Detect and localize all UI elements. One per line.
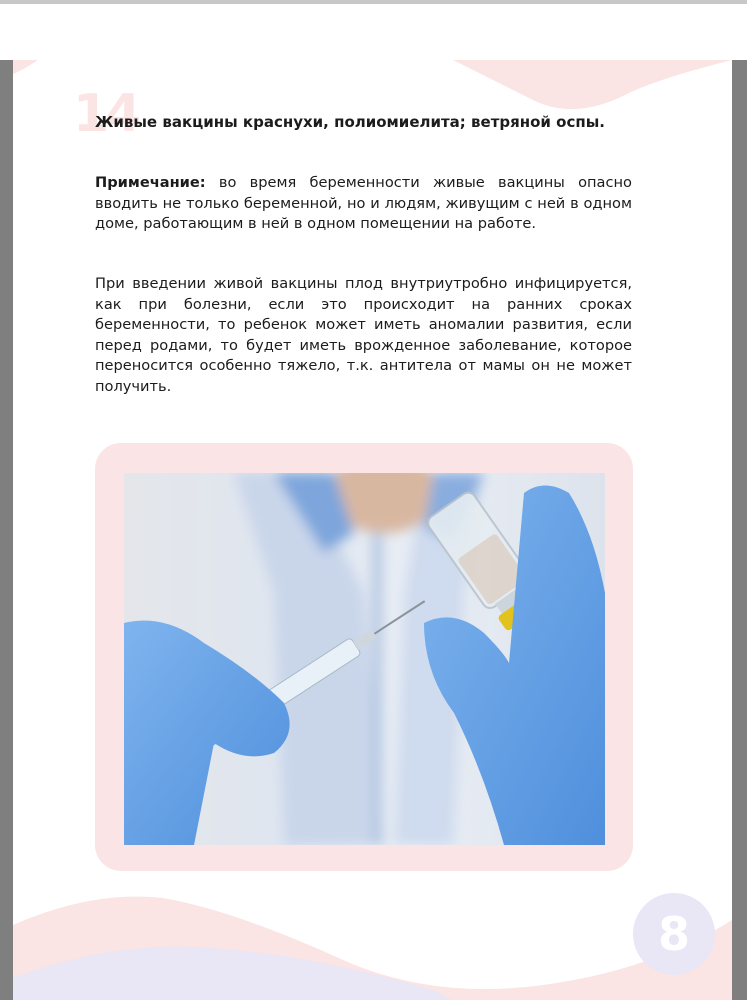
note-paragraph [95, 173, 632, 235]
top-bar [0, 0, 747, 4]
section-number: 14 [73, 84, 138, 144]
body-paragraph: При введении живой вакцины плод внутриутробно инфицируется, как при болезни, если это происходит на ранних сроках беременности, то ребенок может иметь аномалии развития, если перед родами, то будет иметь врожденное заболевание, которое переносится особенно тяжело, т.к. антитела от мамы он не может получить. [95, 275, 632, 395]
document-page [13, 60, 732, 1000]
note-label: Примечание: [95, 174, 206, 191]
page-number-badge: 8 [633, 893, 715, 975]
viewer-gutter-right [732, 60, 747, 1000]
bottom-wave-decoration [13, 890, 732, 1000]
viewer-gutter-left [0, 60, 13, 1000]
heading: Живые вакцины краснухи, полиомиелита; ветряной оспы. [95, 113, 605, 131]
syringe-and-vial-illustration [124, 473, 605, 845]
note-text: во время беременности живые вакцины опасно вводить не только беременной, но и людям, живущим с ней в одном доме, работающим в ней в одном помещении на работе. [95, 174, 632, 232]
vaccine-photo [124, 473, 605, 845]
photo-frame [95, 443, 633, 871]
